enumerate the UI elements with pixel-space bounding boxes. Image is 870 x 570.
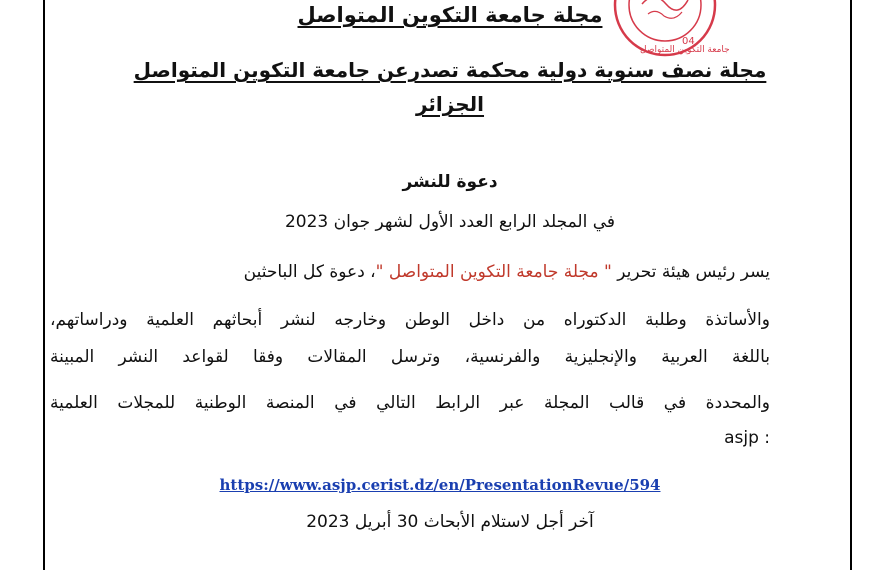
p1-before: يسر رئيس هيئة تحرير (617, 262, 770, 282)
submission-deadline: آخر أجل لاستلام الأبحاث 30 أبريل 2023 (306, 512, 594, 532)
page-border-right (850, 0, 852, 570)
journal-subtitle-line2: الجزائر (415, 92, 485, 116)
call-heading: دعوة للنشر (402, 172, 498, 192)
asjp-label: asjp : (724, 428, 770, 448)
journal-subtitle-line1: مجلة نصف سنوية دولية محكمة تصدرعن جامعة التكوين المتواصل (133, 58, 767, 82)
asjp-link[interactable]: https://www.asjp.cerist.dz/en/PresentationRevue/594 (219, 476, 661, 494)
stamp-number: 04 (682, 36, 695, 47)
journal-title: مجلة جامعة التكوين المتواصل (297, 3, 603, 27)
page-border-left (43, 0, 45, 570)
issue-line: في المجلد الرابع العدد الأول لشهر جوان 2023 (284, 212, 616, 232)
body-paragraph-line2: والأساتذة وطلبة الدكتوراه من داخل الوطن وخارجه لنشر أبحاثهم العلمية ودراساتهم، (50, 310, 770, 330)
body-paragraph-line3: باللغة العربية والإنجليزية والفرنسية، وترسل المقالات وفقا لقواعد النشر المبينة (50, 347, 770, 367)
body-paragraph-line1 (50, 262, 770, 282)
journal-name-highlight: " مجلة جامعة التكوين المتواصل " (375, 262, 612, 282)
stamp-text: جامعة التكوين المتواصل (640, 45, 730, 55)
body-paragraph-line5 (50, 428, 770, 448)
body-paragraph-line4: والمحددة في قالب المجلة عبر الرابط التالي في المنصة الوطنية للمجلات العلمية (50, 393, 770, 413)
p1-after: ، دعوة كل الباحثين (243, 262, 376, 282)
